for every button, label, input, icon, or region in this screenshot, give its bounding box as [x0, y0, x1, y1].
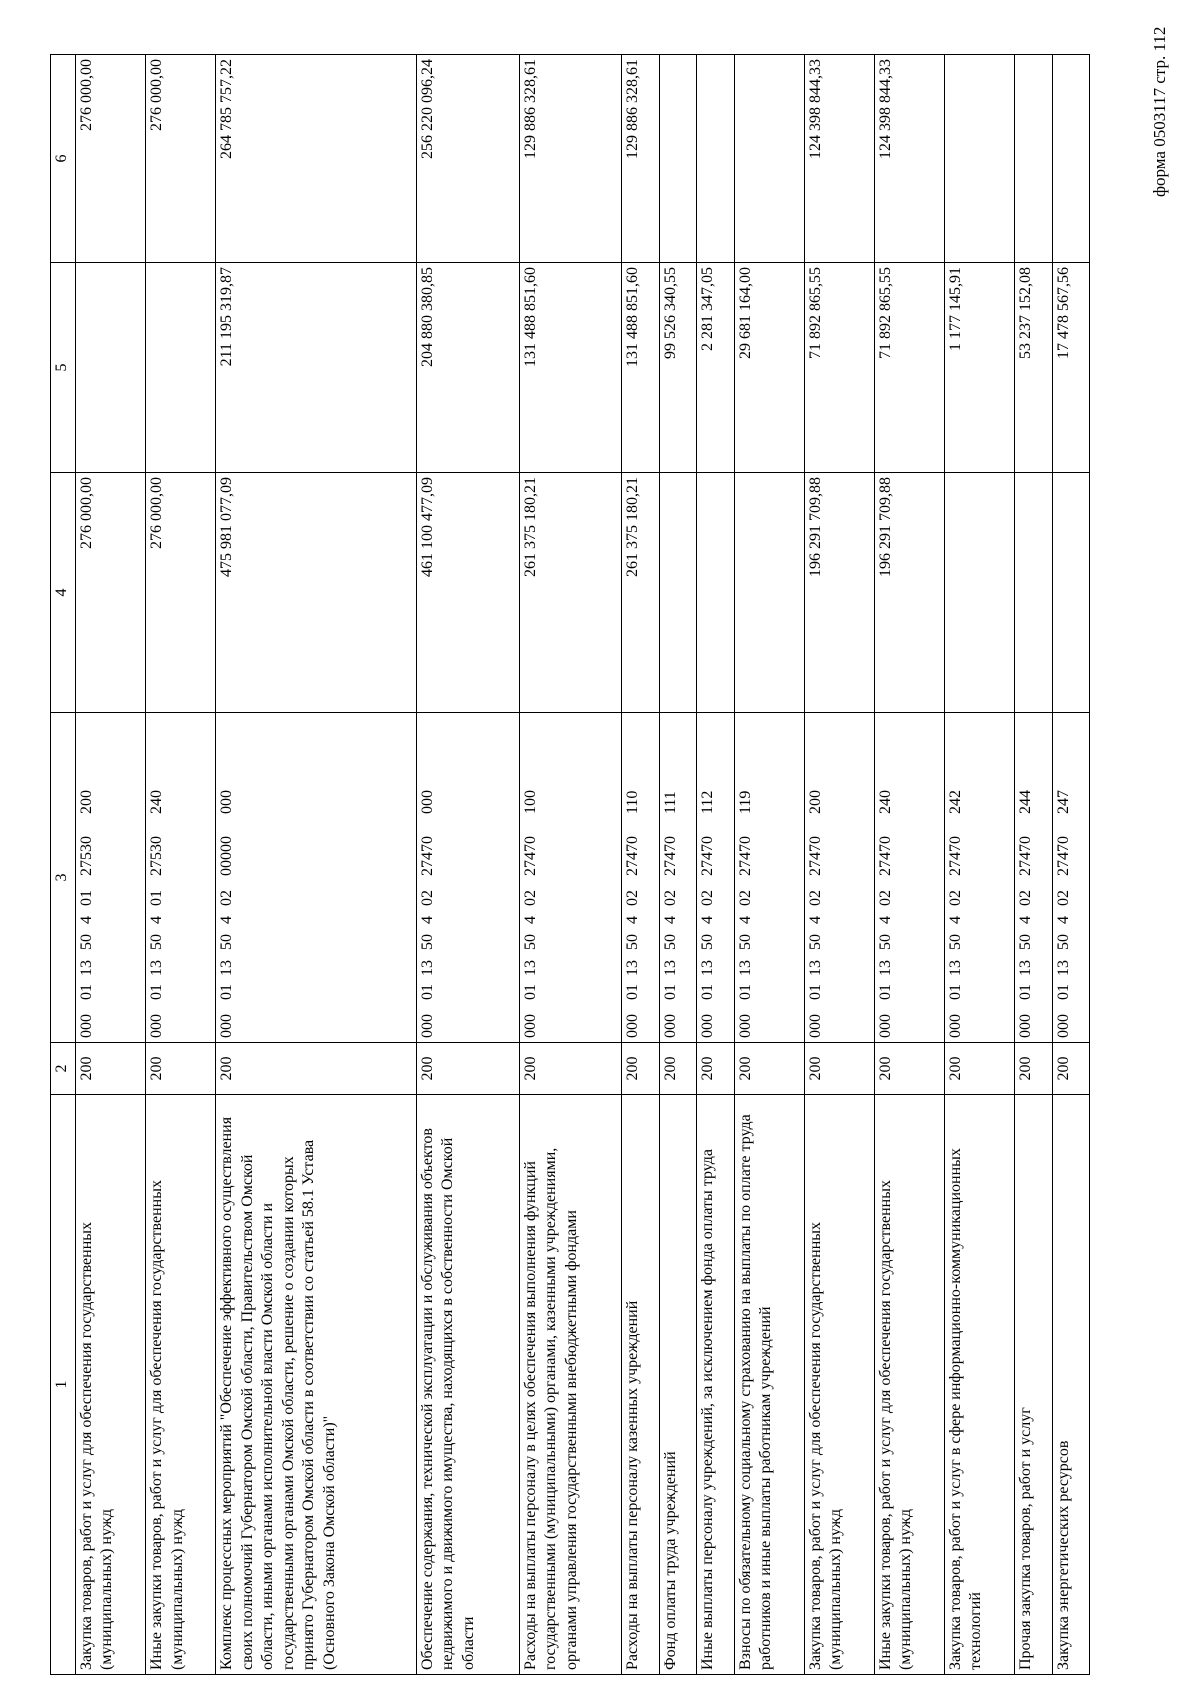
code-part: 000: [78, 1014, 95, 1038]
code-part: 4: [806, 916, 824, 924]
row-line-code: 200: [216, 1043, 417, 1095]
code-part: 000: [624, 1014, 642, 1038]
code-part: 4: [624, 916, 642, 924]
row-approved: [1015, 473, 1052, 713]
row-executed: 53 237 152,08: [1015, 263, 1052, 473]
row-name: Закупка товаров, работ и услуг в сфере информационно-коммуникационных технологий: [944, 1095, 1014, 1675]
row-unexecuted: 124 398 844,33: [874, 55, 944, 263]
code-part: 000: [806, 1014, 824, 1038]
col-header-5: 5: [51, 263, 76, 473]
code-part: 4: [1017, 916, 1035, 924]
row-line-code: 200: [804, 1043, 874, 1095]
row-line-code: 200: [659, 1043, 696, 1095]
code-part: 01: [148, 890, 166, 906]
code-part: 000: [218, 1014, 236, 1038]
row-name: Расходы на выплаты персоналу в целях обеспечения выполнения функций государственными (муниципальными) органами, казенными учреждениями, органами управления государственными внебюджетными фондами: [519, 1095, 622, 1675]
table-row: [1015, 55, 1052, 1675]
code-part: 27470: [876, 836, 894, 876]
code-part: 01: [78, 984, 95, 1000]
table-row: [944, 55, 1014, 1675]
code-part: 200: [806, 790, 824, 814]
row-unexecuted: [1015, 55, 1052, 263]
row-approved: 196 291 709,88: [874, 473, 944, 713]
row-line-code: 200: [944, 1043, 1014, 1095]
row-name: Иные закупки товаров, работ и услуг для обеспечения государственных (муниципальных) нужд: [874, 1095, 944, 1675]
row-unexecuted: 124 398 844,33: [804, 55, 874, 263]
code-part: 27470: [946, 836, 964, 876]
code-part: 13: [148, 960, 166, 976]
code-part: 4: [946, 916, 964, 924]
code-part: 27530: [148, 836, 166, 876]
code-part: 01: [1017, 984, 1035, 1000]
row-executed: 131 488 851,60: [519, 263, 622, 473]
code-part: 01: [1054, 984, 1072, 1000]
table-row: [216, 55, 417, 1675]
code-part: 01: [78, 890, 95, 906]
row-name: Иные выплаты персоналу учреждений, за исключением фонда оплаты труда: [697, 1095, 734, 1675]
table-row: [734, 55, 804, 1675]
code-part: 50: [806, 934, 824, 950]
code-part: 50: [218, 934, 236, 950]
code-part: 01: [806, 984, 824, 1000]
row-executed: 17 478 567,56: [1052, 263, 1089, 473]
code-part: 13: [806, 960, 824, 976]
code-part: 02: [218, 890, 236, 906]
code-part: 50: [661, 934, 679, 950]
row-approved: 196 291 709,88: [804, 473, 874, 713]
row-approved: [734, 473, 804, 713]
row-line-code: 200: [622, 1043, 659, 1095]
row-line-code: 200: [734, 1043, 804, 1095]
code-part: 27470: [661, 836, 679, 876]
code-part: 02: [418, 890, 436, 906]
code-part: 000: [521, 1014, 539, 1038]
row-executed: 1 177 145,91: [944, 263, 1014, 473]
code-part: 27470: [418, 836, 436, 876]
code-part: 000: [1054, 1014, 1072, 1038]
code-part: 110: [624, 790, 642, 814]
code-part: 02: [1054, 890, 1072, 906]
code-part: 100: [521, 790, 539, 814]
row-name: Прочая закупка товаров, работ и услуг: [1015, 1095, 1052, 1675]
row-line-code: 200: [519, 1043, 622, 1095]
row-budget-code: [804, 713, 874, 1043]
code-part: 000: [418, 790, 436, 814]
code-part: 119: [736, 790, 754, 814]
row-executed: 204 880 380,85: [416, 263, 519, 473]
row-executed: 71 892 865,55: [874, 263, 944, 473]
table-row: [697, 55, 734, 1675]
table-row: [1052, 55, 1089, 1675]
code-part: 50: [624, 934, 642, 950]
row-line-code: 200: [146, 1043, 216, 1095]
row-line-code: 200: [874, 1043, 944, 1095]
col-header-1: 1: [51, 1095, 76, 1675]
code-part: 27470: [1017, 836, 1035, 876]
code-part: 240: [876, 790, 894, 814]
code-part: 13: [624, 960, 642, 976]
row-line-code: 200: [1052, 1043, 1089, 1095]
table-row: [874, 55, 944, 1675]
row-approved: 461 100 477,09: [416, 473, 519, 713]
row-unexecuted: 256 220 096,24: [416, 55, 519, 263]
row-budget-code: [1015, 713, 1052, 1043]
table-row: [146, 55, 216, 1675]
row-budget-code: [697, 713, 734, 1043]
row-line-code: 200: [697, 1043, 734, 1095]
row-budget-code: [622, 713, 659, 1043]
row-approved: [944, 473, 1014, 713]
code-part: 000: [661, 1014, 679, 1038]
row-approved: 475 981 077,09: [216, 473, 417, 713]
row-budget-code: [146, 713, 216, 1043]
code-part: 4: [78, 916, 95, 924]
code-part: 01: [521, 984, 539, 1000]
row-executed: 131 488 851,60: [622, 263, 659, 473]
code-part: 000: [736, 1014, 754, 1038]
row-unexecuted: 129 886 328,61: [622, 55, 659, 263]
code-part: 27470: [699, 836, 717, 876]
code-part: 000: [699, 1014, 717, 1038]
header-row: [51, 55, 76, 1675]
row-approved: 276 000,00: [76, 473, 146, 713]
code-part: 000: [418, 1014, 436, 1038]
col-header-4: 4: [51, 473, 76, 713]
code-part: 242: [946, 790, 964, 814]
row-budget-code: [519, 713, 622, 1043]
code-part: 00000: [218, 836, 236, 876]
row-unexecuted: 276 000,00: [146, 55, 216, 263]
row-approved: 261 375 180,21: [519, 473, 622, 713]
code-part: 13: [736, 960, 754, 976]
row-unexecuted: 129 886 328,61: [519, 55, 622, 263]
row-name: Обеспечение содержания, технической эксплуатации и обслуживания объектов недвижимого и движимого имущества, находящихся в собственности Омской области: [416, 1095, 519, 1675]
code-part: 27470: [624, 836, 642, 876]
code-part: 50: [521, 934, 539, 950]
row-name: Иные закупки товаров, работ и услуг для обеспечения государственных (муниципальных) нужд: [146, 1095, 216, 1675]
row-name: Расходы на выплаты персоналу казенных учреждений: [622, 1095, 659, 1675]
row-name: Закупка товаров, работ и услуг для обеспечения государственных (муниципальных) нужд: [76, 1095, 146, 1675]
code-part: 240: [148, 790, 166, 814]
row-approved: [659, 473, 696, 713]
code-part: 112: [699, 790, 717, 814]
code-part: 4: [218, 916, 236, 924]
code-part: 01: [148, 984, 166, 1000]
table-row: [659, 55, 696, 1675]
code-part: 13: [521, 960, 539, 976]
code-part: 111: [661, 791, 679, 814]
code-part: 4: [876, 916, 894, 924]
code-part: 13: [418, 960, 436, 976]
code-part: 13: [876, 960, 894, 976]
row-approved: 276 000,00: [146, 473, 216, 713]
code-part: 000: [946, 1014, 964, 1038]
code-part: 27470: [806, 836, 824, 876]
code-part: 50: [946, 934, 964, 950]
form-label: форма 0503117 стр. 112: [1150, 26, 1169, 197]
code-part: 244: [1017, 790, 1035, 814]
row-executed: 99 526 340,55: [659, 263, 696, 473]
table-row: [519, 55, 622, 1675]
code-part: 02: [1017, 890, 1035, 906]
code-part: 01: [736, 984, 754, 1000]
code-part: 4: [418, 916, 436, 924]
code-part: 4: [736, 916, 754, 924]
col-header-2: 2: [51, 1043, 76, 1095]
row-approved: [1052, 473, 1089, 713]
row-name: Взносы по обязательному социальному страхованию на выплаты по оплате труда работников и иные выплаты работникам учреждений: [734, 1095, 804, 1675]
row-executed: 211 195 319,87: [216, 263, 417, 473]
row-budget-code: [76, 713, 146, 1043]
row-unexecuted: [1052, 55, 1089, 263]
code-part: 000: [876, 1014, 894, 1038]
code-part: 01: [876, 984, 894, 1000]
row-unexecuted: [944, 55, 1014, 263]
code-part: 02: [946, 890, 964, 906]
code-part: 02: [624, 890, 642, 906]
code-part: 01: [418, 984, 436, 1000]
row-executed: 71 892 865,55: [804, 263, 874, 473]
row-budget-code: [874, 713, 944, 1043]
row-executed: 2 281 347,05: [697, 263, 734, 473]
code-part: 13: [78, 960, 95, 976]
code-part: 50: [876, 934, 894, 950]
code-part: 4: [1054, 916, 1072, 924]
row-name: Комплекс процессных мероприятий "Обеспечение эффективного осуществления своих полномочий Губернатором Омской области, Правительством Омской области, иными органами исполнительной власти Омской области и государственными органами Омской области, решение о создании которых принято Губернатором Омской области в соответствии со статьей 58.1 Устава (Основного Закона Омской области)": [216, 1095, 417, 1675]
code-part: 13: [699, 960, 717, 976]
code-part: 000: [1017, 1014, 1035, 1038]
code-part: 13: [946, 960, 964, 976]
row-name: Закупка товаров, работ и услуг для обеспечения государственных (муниципальных) нужд: [804, 1095, 874, 1675]
table-body: [76, 55, 1090, 1675]
table-row: [804, 55, 874, 1675]
row-unexecuted: 276 000,00: [76, 55, 146, 263]
row-unexecuted: [697, 55, 734, 263]
code-part: 02: [876, 890, 894, 906]
code-part: 01: [624, 984, 642, 1000]
code-part: 50: [1054, 934, 1072, 950]
table-row: [416, 55, 519, 1675]
row-unexecuted: 264 785 757,22: [216, 55, 417, 263]
code-part: 13: [1017, 960, 1035, 976]
code-part: 4: [699, 916, 717, 924]
code-part: 02: [521, 890, 539, 906]
row-line-code: 200: [1015, 1043, 1052, 1095]
code-part: 4: [661, 916, 679, 924]
col-header-6: 6: [51, 55, 76, 263]
row-line-code: 200: [416, 1043, 519, 1095]
row-budget-code: [734, 713, 804, 1043]
code-part: 13: [218, 960, 236, 976]
code-part: 50: [418, 934, 436, 950]
row-executed: [76, 263, 146, 473]
row-executed: 29 681 164,00: [734, 263, 804, 473]
table-row: [76, 55, 146, 1675]
code-part: 200: [78, 790, 95, 814]
code-part: 01: [661, 984, 679, 1000]
row-unexecuted: [659, 55, 696, 263]
code-part: 247: [1054, 790, 1072, 814]
code-part: 50: [699, 934, 717, 950]
code-part: 000: [148, 1014, 166, 1038]
table-row: [622, 55, 659, 1675]
code-part: 13: [661, 960, 679, 976]
code-part: 02: [699, 890, 717, 906]
code-part: 50: [78, 934, 95, 950]
code-part: 27470: [1054, 836, 1072, 876]
row-unexecuted: [734, 55, 804, 263]
row-line-code: 200: [76, 1043, 146, 1095]
code-part: 50: [1017, 934, 1035, 950]
row-budget-code: [416, 713, 519, 1043]
code-part: 4: [148, 916, 166, 924]
code-part: 27530: [78, 836, 95, 876]
code-part: 13: [1054, 960, 1072, 976]
row-name: Закупка энергетических ресурсов: [1052, 1095, 1089, 1675]
row-executed: [146, 263, 216, 473]
code-part: 02: [661, 890, 679, 906]
code-part: 50: [148, 934, 166, 950]
row-budget-code: [1052, 713, 1089, 1043]
code-part: 000: [218, 790, 236, 814]
row-approved: 261 375 180,21: [622, 473, 659, 713]
code-part: 01: [218, 984, 236, 1000]
col-header-3: 3: [51, 713, 76, 1043]
code-part: 27470: [521, 836, 539, 876]
row-name: Фонд оплаты труда учреждений: [659, 1095, 696, 1675]
row-approved: [697, 473, 734, 713]
code-part: 01: [946, 984, 964, 1000]
code-part: 27470: [736, 836, 754, 876]
code-part: 01: [699, 984, 717, 1000]
code-part: 50: [736, 934, 754, 950]
row-budget-code: [216, 713, 417, 1043]
report-table: [50, 54, 1090, 1675]
row-budget-code: [944, 713, 1014, 1043]
code-part: 4: [521, 916, 539, 924]
code-part: 02: [806, 890, 824, 906]
row-budget-code: [659, 713, 696, 1043]
code-part: 02: [736, 890, 754, 906]
